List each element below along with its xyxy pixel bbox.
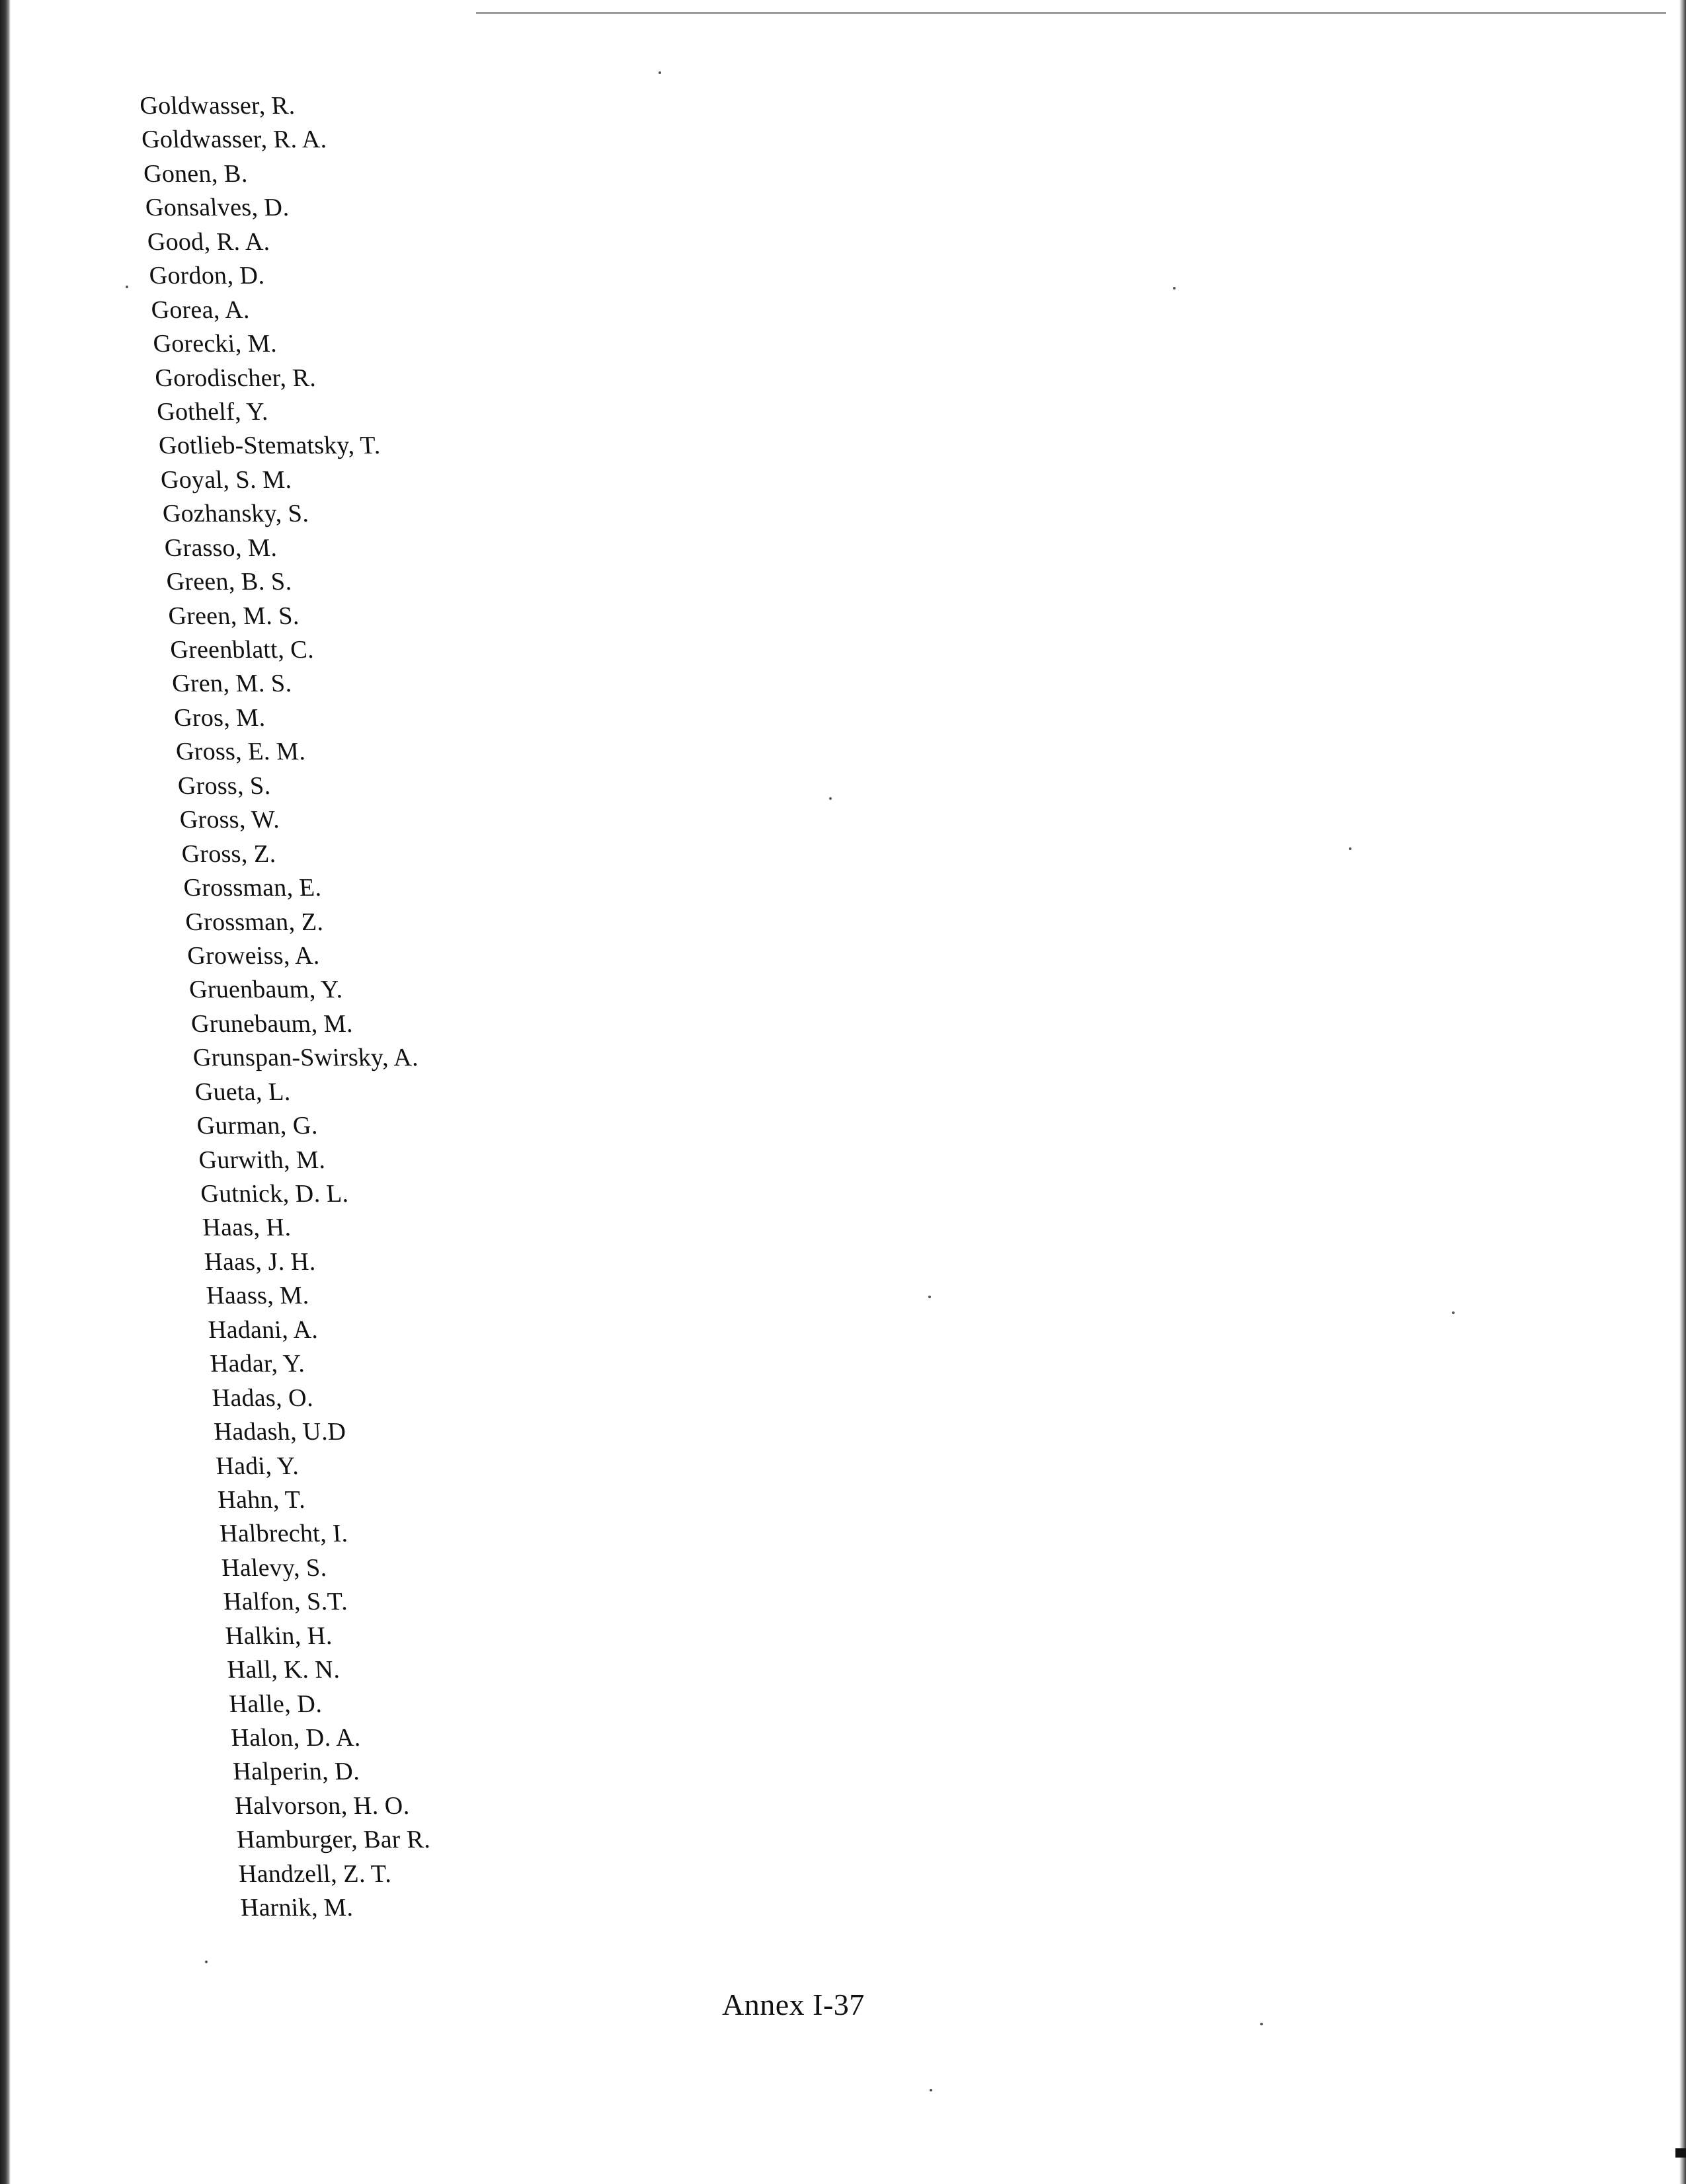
list-item: Gorodischer, R.	[154, 364, 317, 392]
list-item: Hadar, Y.	[209, 1350, 305, 1378]
list-item: Haass, M.	[205, 1282, 310, 1310]
list-item: Groweiss, A.	[186, 941, 321, 970]
list-item: Hadas, O.	[211, 1384, 314, 1412]
scan-speck	[930, 2089, 932, 2091]
list-item: Gueta, L.	[194, 1077, 292, 1106]
author-index-list	[139, 89, 467, 1926]
scan-speck	[1173, 287, 1176, 290]
list-item: Gruenbaum, Y.	[188, 976, 343, 1004]
scan-speck	[659, 71, 661, 74]
list-item: Good, R. A.	[146, 227, 270, 256]
scan-speck	[126, 286, 128, 288]
list-item: Harnik, M.	[239, 1894, 354, 1922]
list-item: Hamburger, Bar R.	[235, 1826, 431, 1854]
scan-speck	[1260, 2023, 1263, 2025]
list-item: Grasso, M.	[163, 533, 278, 562]
list-item: Halperin, D.	[232, 1758, 360, 1786]
list-item: Halfon, S.T.	[222, 1588, 348, 1616]
list-item: Haas, H.	[202, 1214, 292, 1242]
scan-corner-mark	[1675, 2148, 1686, 2158]
list-item: Gorecki, M.	[152, 330, 278, 358]
list-item: Gordon, D.	[148, 262, 265, 290]
scan-speck	[928, 1296, 931, 1298]
scan-speck	[205, 1961, 208, 1963]
list-item: Haas, J. H.	[204, 1247, 317, 1276]
list-item: Gonen, B.	[142, 159, 249, 188]
list-item: Gren, M. S.	[171, 670, 293, 698]
list-item: Gorea, A.	[150, 295, 251, 324]
list-item: Green, B. S.	[165, 568, 293, 596]
list-item: Halevy, S.	[220, 1553, 328, 1582]
list-item: Gross, E. M.	[175, 738, 306, 766]
list-item: Gurman, G.	[196, 1112, 319, 1140]
list-item: Halbrecht, I.	[219, 1520, 348, 1548]
list-item: Grossman, E.	[182, 874, 322, 902]
list-item: Green, M. S.	[167, 602, 300, 630]
list-item: Greenblatt, C.	[169, 636, 315, 664]
scan-right-edge	[1679, 0, 1686, 2184]
page-footer: Annex I-37	[722, 1988, 865, 2021]
list-item: Halle, D.	[228, 1690, 323, 1718]
list-item: Grunebaum, M.	[190, 1009, 354, 1038]
list-item: Gurwith, M.	[198, 1146, 326, 1174]
list-item: Gotlieb-Stematsky, T.	[157, 432, 381, 460]
scan-speck	[829, 797, 832, 800]
scan-top-edge	[476, 12, 1666, 14]
list-item: Goldwasser, R. A.	[141, 126, 327, 154]
list-item: Goyal, S. M.	[159, 465, 292, 494]
list-item: Goldwasser, R.	[139, 92, 296, 120]
list-item: Gonsalves, D.	[144, 194, 290, 222]
scan-left-edge	[0, 0, 11, 2184]
list-item: Gozhansky, S.	[161, 500, 309, 528]
list-item: Halkin, H.	[224, 1621, 333, 1650]
list-item: Halon, D. A.	[230, 1724, 362, 1752]
list-item: Hall, K. N.	[226, 1656, 341, 1684]
list-item: Grunspan-Swirsky, A.	[192, 1044, 419, 1072]
list-item: Gross, S.	[177, 771, 272, 800]
list-item: Gross, W.	[179, 806, 280, 834]
list-item: Gros, M.	[173, 703, 266, 732]
list-item: Grossman, Z.	[184, 908, 324, 936]
list-item: Handzell, Z. T.	[237, 1859, 392, 1888]
list-item: Gross, Z.	[181, 839, 277, 868]
scan-speck	[1452, 1311, 1455, 1314]
list-item: Hadi, Y.	[215, 1452, 300, 1480]
list-item: Halvorson, H. O.	[234, 1791, 411, 1820]
scan-speck	[1349, 847, 1351, 850]
list-item: Hahn, T.	[217, 1485, 306, 1514]
list-item: Gutnick, D. L.	[200, 1180, 349, 1208]
list-item: Gothelf, Y.	[156, 397, 269, 426]
list-item: Hadash, U.D	[213, 1418, 347, 1446]
list-item: Hadani, A.	[207, 1315, 319, 1344]
